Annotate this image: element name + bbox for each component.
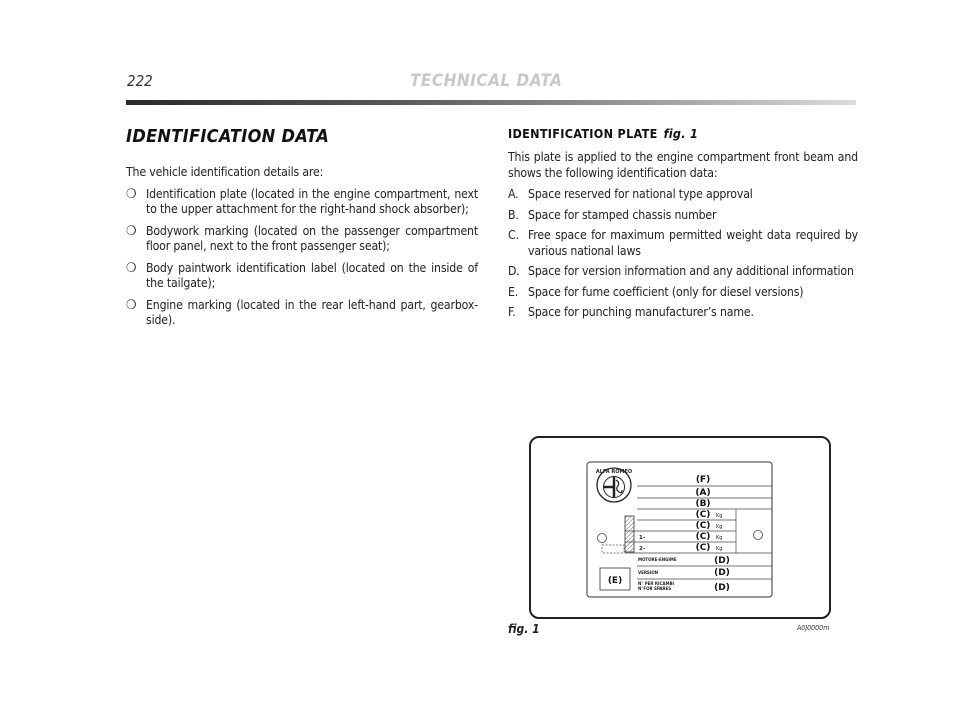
svg-text:ALFA ROMEO: ALFA ROMEO (595, 469, 633, 475)
label-b: (B) (695, 499, 711, 509)
list-item-letter: B. (508, 207, 519, 222)
header-rule (126, 100, 856, 105)
list-item (508, 208, 858, 224)
list-item-text: Space for fume coefficient (only for diesel versions) (528, 284, 804, 299)
label-d3: (D) (714, 583, 730, 593)
version-label: VERSION (638, 570, 659, 575)
page-number: 222 (127, 72, 153, 90)
mounting-hole-right (754, 531, 763, 540)
spares-label-it: N° PER RICAMBI (638, 581, 674, 586)
list-item-text: Free space for maximum permitted weight data required by various national laws (528, 228, 858, 258)
list-item-letter: D. (508, 264, 520, 278)
figure-frame (529, 436, 831, 619)
bullet-icon: ❍ (126, 223, 137, 239)
list-item-letter: C. (508, 228, 519, 242)
row-label-1: 1- (639, 535, 646, 541)
label-d2: (D) (714, 568, 730, 578)
list-item-letter: E. (508, 284, 519, 299)
figure-reference: fig. 1 (663, 126, 699, 141)
list-item (126, 224, 478, 255)
identification-list (126, 187, 478, 329)
label-c3: (C) (695, 532, 711, 542)
plate-data-list (508, 187, 858, 321)
list-item-text: Space for punching manufacturer’s name. (528, 305, 754, 319)
hatched-stamp-area (625, 516, 634, 552)
list-item (508, 187, 858, 203)
list-item-text: Engine marking (located in the rear left-hand part, gearbox-side). (146, 297, 478, 327)
kg-label: Kg (716, 535, 723, 541)
engine-label: MOTORE-ENGIME (638, 557, 677, 562)
label-e: (E) (607, 576, 623, 586)
label-a: (A) (695, 488, 711, 498)
label-c2: (C) (695, 521, 711, 531)
figure-code: A0J0000m (797, 624, 830, 632)
kg-label: Kg (716, 513, 723, 519)
label-c1: (C) (695, 510, 711, 520)
bullet-icon: ❍ (126, 297, 137, 313)
kg-label: Kg (716, 546, 723, 552)
list-item-letter: A. (508, 187, 519, 201)
running-title: TECHNICAL DATA (410, 71, 563, 91)
list-item (508, 285, 858, 301)
list-item-text: Body paintwork identification label (located on the inside of the tailgate); (146, 260, 478, 290)
list-item-text: Space for version information and any additional information (528, 264, 854, 278)
list-item-text: Bodywork marking (located on the passenger compartment floor panel, next to the front passenger seat); (146, 223, 478, 253)
intro-text: The vehicle identification details are: (126, 165, 324, 179)
label-c4: (C) (695, 543, 711, 553)
list-item (126, 298, 478, 329)
section-title: IDENTIFICATION DATA (126, 126, 330, 147)
spares-label-en: N°FOR SPARES (638, 586, 672, 591)
list-item (126, 187, 478, 218)
identification-plate-illustration (531, 438, 829, 617)
figure-caption: fig. 1 (508, 622, 540, 636)
plate-intro-text: This plate is applied to the engine compartment front beam and shows the following identification data: (508, 150, 858, 180)
right-column (508, 126, 858, 326)
list-item-text: Identification plate (located in the engine compartment, next to the upper attachment for the right-hand shock absorber); (146, 186, 478, 216)
alfa-romeo-logo-icon (596, 468, 632, 502)
label-f: (F) (695, 475, 711, 485)
list-item (508, 305, 858, 321)
row-label-2: 2- (639, 546, 646, 552)
list-item-text: Space reserved for national type approval (528, 187, 753, 201)
left-column (126, 126, 478, 335)
kg-label: Kg (716, 524, 723, 530)
list-item (508, 264, 858, 280)
bullet-icon: ❍ (126, 186, 137, 202)
label-d1: (D) (714, 556, 730, 566)
list-item-letter: F. (508, 305, 516, 319)
list-item-text: Space for stamped chassis number (528, 207, 717, 222)
subsection-title (508, 126, 858, 141)
subsection-title-text: IDENTIFICATION PLATE (508, 126, 658, 141)
list-item (126, 261, 478, 292)
bullet-icon: ❍ (126, 260, 137, 276)
mounting-hole-left (598, 534, 607, 543)
list-item (508, 228, 858, 259)
